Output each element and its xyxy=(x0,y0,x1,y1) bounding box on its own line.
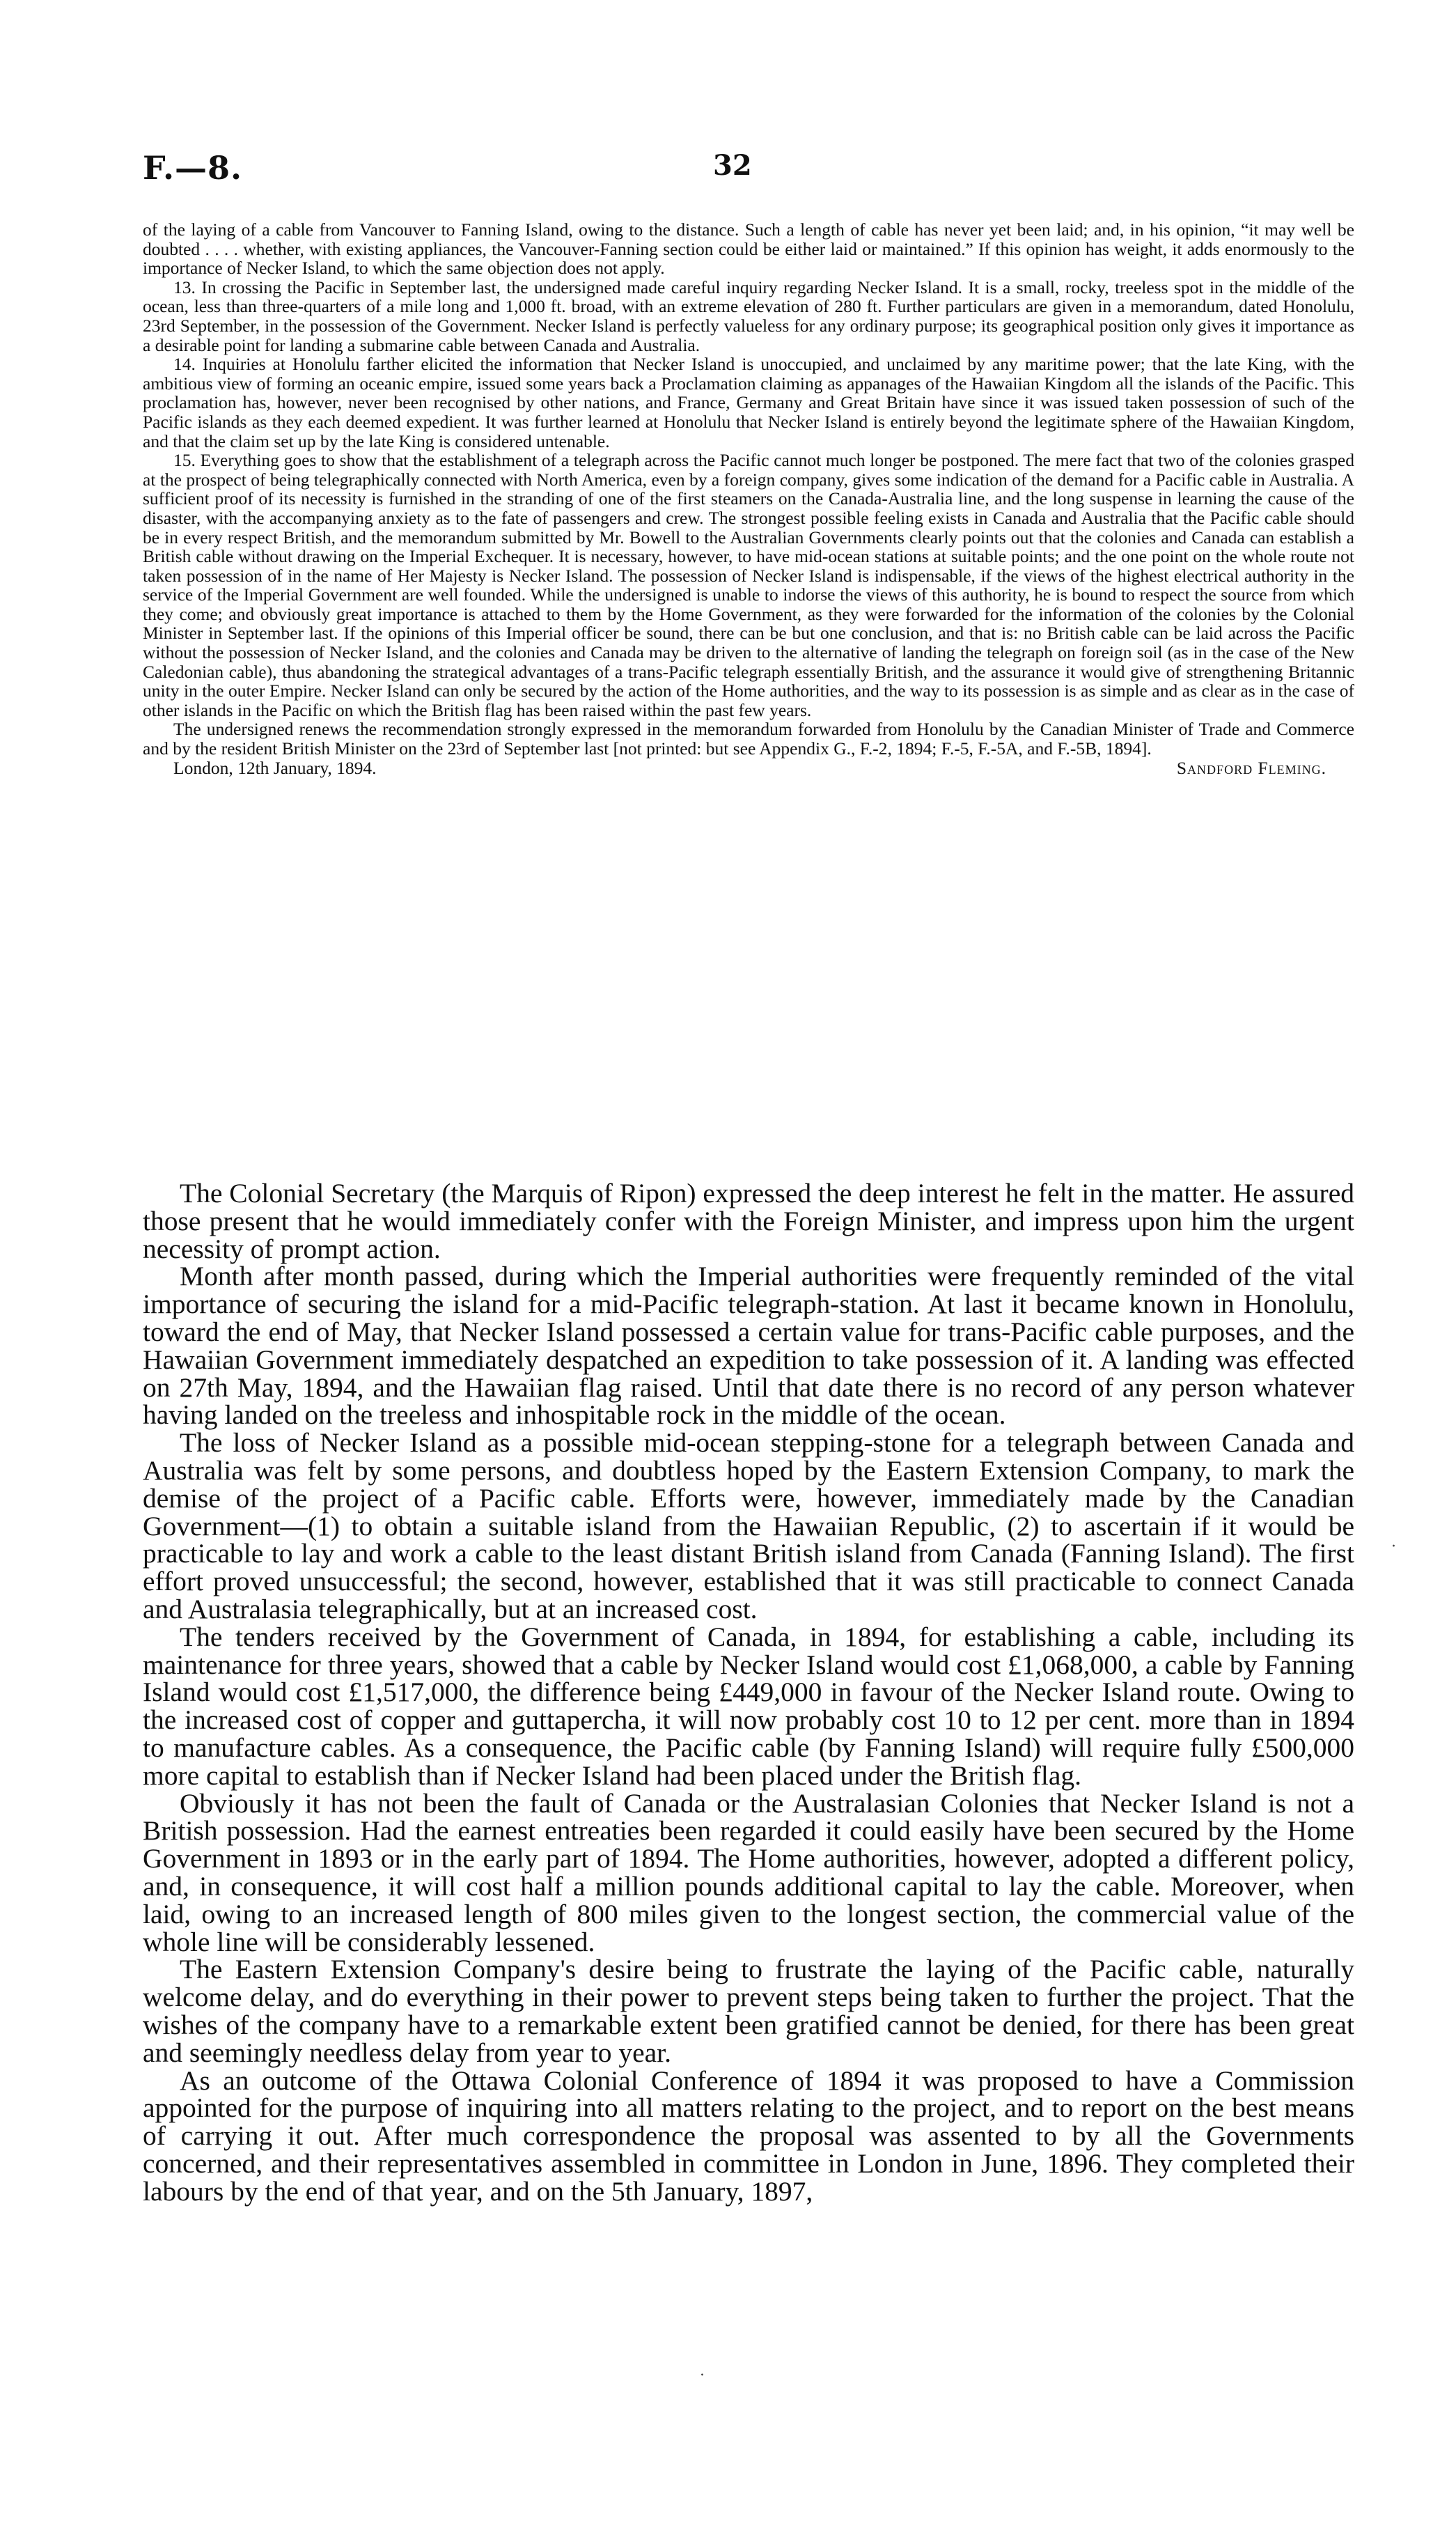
body-paragraph-5: Obviously it has not been the fault of Canada or the Australasian Colonies that Necker Island is not a British possession. Had the earnest entreaties been regarded it could easily have been secured by the Home Government in 1893 or in the early part of 1894. The Home authorities, however, adopted a different policy, and, in consequence, it will cost half a million pounds additional capital to lay the cable. Moreover, when laid, owing to an increased length of 800 miles given to the longest section, the commercial value of the whole line will be considerably lessened. xyxy=(143,1787,1354,1957)
memo-paragraph-15: 15. Everything goes to show that the establishment of a telegraph across the Pacific cannot much longer be postponed. The mere fact that two of the colonies grasped at the prospect of being telegraphically connected with North America, even by a foreign company, gives some indication of the demand for a Pacific cable in Australia. A sufficient proof of its necessity is furnished in the stranding of one of the first steamers on the Canada-Australia line, and the long suspense in learning the cause of the disaster, with the accompanying anxiety as to the fate of passengers and crew. The strongest possible feeling exists in Canada and Australia that the Pacific cable should be in every respect British, and the memorandum submitted by Mr. Bowell to the Australian Governments clearly points out that the colonies and Canada can establish a British cable without drawing on the Imperial Exchequer. It is necessary, however, to have mid-ocean stations at suitable points; and the one point on the whole route not taken possession of in the name of Her Majesty is Necker Island. The possession of Necker Island is indispensable, if the views of the highest electrical authority in the service of the Imperial Government are well founded. While the undersigned is unable to indorse the views of this authority, he is bound to respect the source from which they come; and obviously great importance is attached to them by the Home Government, as they were forwarded for the information of the colonies by the Colonial Minister in September last. If the opinions of this Imperial officer be sound, there can be but one conclusion, and that is: no British cable can be laid across the Pacific without the possession of Necker Island, and the colonies and Canada may be driven to the alternative of landing the telegraph on foreign soil (as in the case of the New Caledonian cable), thus abandoning the strategical advantages of a trans-Pacific telegraph essentially British, and the assurance it would give of strengthening Britannic unity in the outer Empire. Necker Island can only be secured by the action of the Home authorities, and the way to its possession is as simple and as clear as in the case of other islands in the Pacific on which the British flag has been raised within the past few years. xyxy=(143,450,1354,720)
memorandum-section xyxy=(143,220,1354,777)
memo-paragraph-14: 14. Inquiries at Honolulu farther elicited the information that Necker Island is unoccupied, and unclaimed by any maritime power; that the late King, with the ambitious view of forming an oceanic empire, issued some years back a Proclamation claiming as appanages of the Hawaiian Kingdom all the islands of the Pacific. This proclamation has, however, never been recognised by other nations, and France, Germany and Great Britain have since it was issued taken possession of such of the Pacific islands as they each deemed expedient. It was further learned at Honolulu that Necker Island is entirely beyond the legitimate sphere of the Hawaiian Kingdom, and that the claim set up by the late King is considered untenable. xyxy=(143,354,1354,451)
body-paragraph-1: The Colonial Secretary (the Marquis of Ripon) expressed the deep interest he felt in the matter. He assured those present that he would immediately confer with the Foreign Minister, and impress upon him the urgent necessity of prompt action. xyxy=(143,1178,1354,1264)
body-paragraph-2: Month after month passed, during which the Imperial authorities were frequently reminded of the vital importance of securing the island for a mid-Pacific telegraph-station. At last it became known in Honolulu, toward the end of May, that Necker Island possessed a certain value for trans-Pacific cable purposes, and the Hawaiian Government immediately despatched an expedition to take possession of it. A landing was effected on 27th May, 1894, and the Hawaiian flag raised. Until that date there is no record of any person whatever having landed on the treeless and inhospitable rock in the middle of the ocean. xyxy=(143,1261,1354,1431)
signature-place-date: London, 12th January, 1894. xyxy=(173,757,377,778)
memo-paragraph-13: 13. In crossing the Pacific in September last, the undersigned made careful inquiry regarding Necker Island. It is a small, rocky, treeless spot in the middle of the ocean, less than three-quarters of a mile long and 1,000 ft. broad, with an extreme elevation of 280 ft. Further particulars are given in a memorandum, dated Honolulu, 23rd September, in the possession of the Government. Necker Island is perfectly valueless for any ordinary purpose; its geographical position only gives it importance as a desirable point for landing a submarine cable between Canada and Australia. xyxy=(143,277,1354,355)
page-number: 32 xyxy=(713,149,752,182)
document-reference: F.—8. xyxy=(143,149,243,187)
memo-signature-line xyxy=(143,759,1354,778)
body-paragraph-3: The loss of Necker Island as a possible mid-ocean stepping-stone for a telegraph between Canada and Australia was felt by some persons, and doubtless hoped by the Eastern Extension Company, to mark the demise of the project of a Pacific cable. Efforts were, however, immediately made by the Canadian Government—(1) to obtain a suitable island from the Hawaiian Republic, (2) to ascertain if it would be practicable to lay and work a cable to the least distant British island from Canada (Fanning Island). The first effort proved unsuccessful; the second, however, established that it was still practicable to connect Canada and Australasia telegraphically, but at an increased cost. xyxy=(143,1427,1354,1624)
body-paragraph-4: The tenders received by the Government of Canada, in 1894, for establishing a cable, including its maintenance for three years, showed that a cable by Necker Island would cost £1,068,000, a cable by Fanning Island would cost £1,517,000, the difference being £449,000 in favour of the Necker Island route. Owing to the increased cost of copper and guttapercha, it will now probably cost 10 to 12 per cent. more than in 1894 to manufacture cables. As a consequence, the Pacific cable (by Fanning Island) will require fully £500,000 more capital to establish than if Necker Island had been placed under the British flag. xyxy=(143,1621,1354,1791)
margin-speck: · xyxy=(700,2367,705,2384)
signature-name: Sandford Fleming. xyxy=(1176,757,1326,778)
body-paragraph-6: The Eastern Extension Company's desire being to frustrate the laying of the Pacific cable, naturally welcome delay, and do everything in their power to prevent steps being taken to further the project. That the wishes of the company have to a remarkable extent been gratified cannot be denied, for there has been great and seemingly needless delay from year to year. xyxy=(143,1954,1354,2068)
margin-speck: · xyxy=(1391,1538,1396,1555)
main-body xyxy=(143,1180,1354,2205)
memo-paragraph-recommendation: The undersigned renews the recommendation strongly expressed in the memorandum forwarded from Honolulu by the Canadian Minister of Trade and Commerce and by the resident British Minister on the 23rd of September last [not printed: but see Appendix G., F.-2, 1894; F.-5, F.-5A, and F.-5B, 1894]. xyxy=(143,719,1354,759)
memo-paragraph-continued: of the laying of a cable from Vancouver to Fanning Island, owing to the distance. Such a length of cable has never yet been laid; and, in his opinion, “it may well be doubted . . . . whether, with existing appliances, the Vancouver-Fanning section could be either laid or maintained.” If this opinion has weight, it adds enormously to the importance of Necker Island, to which the same objection does not apply. xyxy=(143,219,1354,279)
body-paragraph-7: As an outcome of the Ottawa Colonial Conference of 1894 it was proposed to have a Commission appointed for the purpose of inquiring into all matters relating to the project, and to report on the best means of carrying it out. After much correspondence the proposal was assented to by all the Governments concerned, and their representatives assembled in committee in London in June, 1896. They completed their labours by the end of that year, and on the 5th January, 1897, xyxy=(143,2065,1354,2207)
